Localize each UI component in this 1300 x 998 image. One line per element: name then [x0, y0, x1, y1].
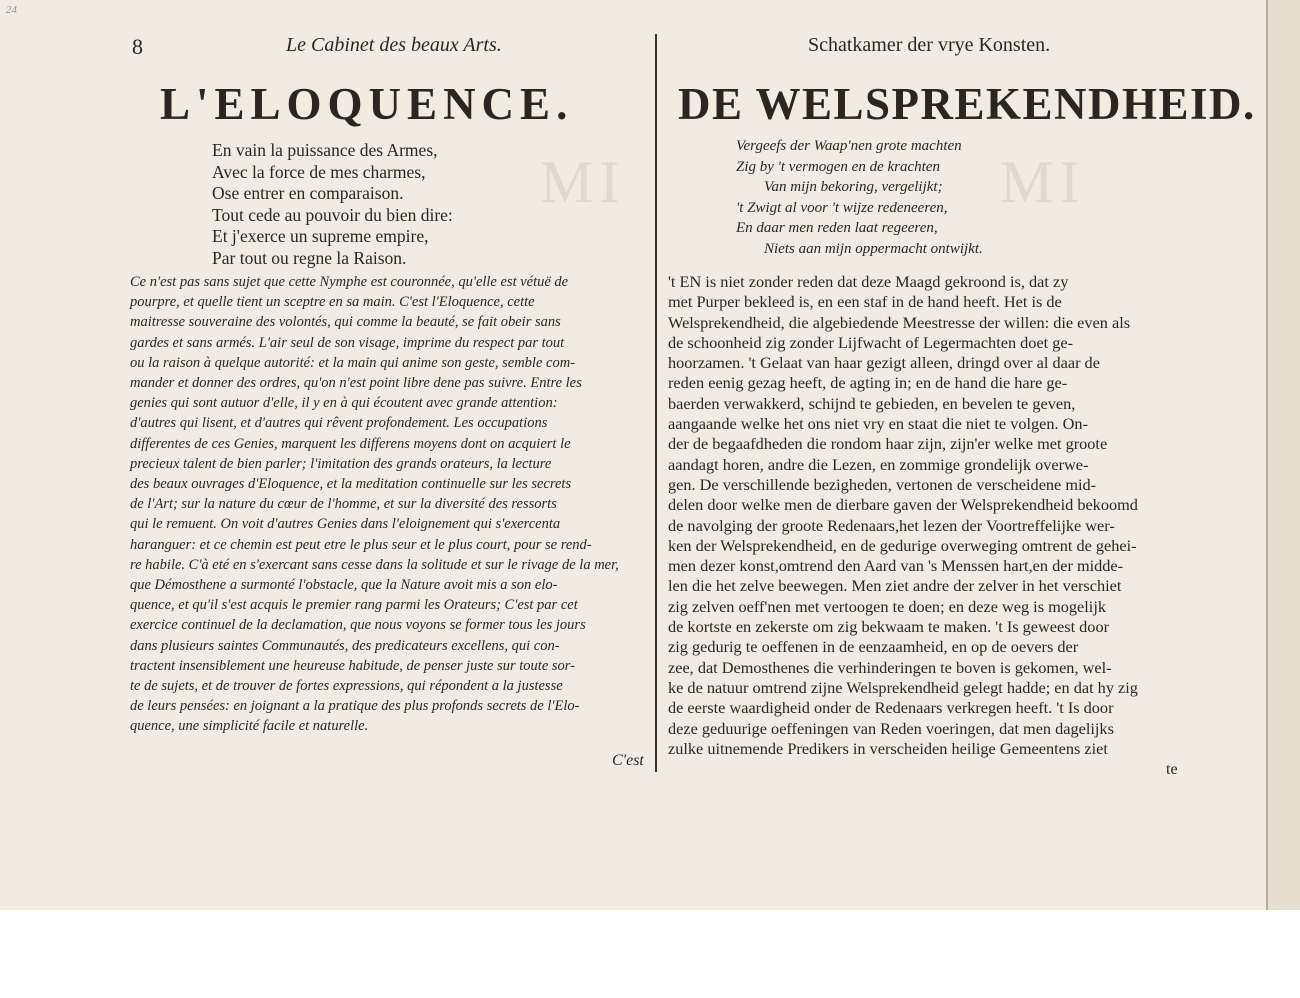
- text-line: de l'Art; sur la nature du cœur de l'homme, et sur la diversité des ressorts: [130, 496, 557, 513]
- verse-line: Tout cede au pouvoir du bien dire:: [212, 204, 453, 225]
- prose-left: [130, 272, 645, 737]
- text-line: haranguer: et ce chemin est peut etre le plus seur et le plus court, pour se rend-: [130, 536, 592, 553]
- text-line: precieux talent de bien parler; l'imitation des grands orateurs, la lecture: [130, 455, 552, 472]
- verse-line: En vain la puissance des Armes,: [212, 140, 438, 160]
- text-line: des beaux ouvrages d'Eloquence, et la meditation continuelle sur les secrets: [130, 476, 572, 493]
- text-line: te de sujets, et de trouver de fortes expressions, qui répondent a la justesse: [130, 678, 563, 695]
- text-line: que Démosthene a surmonté l'obstacle, que la Nature avoit mis a son elo-: [130, 577, 558, 594]
- text-line: Ce n'est pas sans sujet que cette Nymphe est couronnée, qu'elle est vétuë de: [130, 274, 569, 290]
- title-right: DE WELSPREKENDHEID.: [678, 79, 1256, 129]
- prose-right: [668, 272, 1186, 759]
- text-line: hoorzamen. 't Gelaat van haar gezigt alleen, dringd over al daar de: [668, 353, 1100, 373]
- text-line: aangaande welke het ons niet vry en staat die niet te volgen. On-: [668, 414, 1088, 434]
- verse-left: [212, 140, 453, 269]
- verse-line: Van mijn bekoring, vergelijkt;: [764, 179, 943, 195]
- text-line: der de begaafdheden die rondom haar zijn, zijn'er welke met groote: [668, 434, 1108, 454]
- show-through-left: MI: [540, 149, 626, 215]
- text-line: 't EN is niet zonder reden dat deze Maagd gekroond is, dat zy: [668, 272, 1069, 291]
- text-line: zig zelven oeff'nen met vertoogen te doen; en deze weg is mogelijk: [668, 596, 1106, 616]
- verse-line: Ose entrer en comparaison.: [212, 183, 404, 203]
- text-line: re habile. C'à eté en s'exercant sans cesse dans la solitude et sur le rivage de la mer,: [130, 556, 619, 573]
- verse-right: [736, 136, 983, 259]
- text-line: de navolging der groote Redenaars,het lezen der Voortreffelijke wer-: [668, 515, 1115, 535]
- catchword-right: te: [1166, 761, 1178, 778]
- running-head-right: Schatkamer der vrye Konsten.: [808, 34, 1051, 56]
- text-line: aandagt horen, andre die Lezen, en zommige grondelijk overwe-: [668, 454, 1089, 474]
- text-line: quence, et qu'il s'est acquis le premier rang parmi les Orateurs; C'est par cet: [130, 597, 578, 614]
- text-line: de leurs pensées: en joignant a la pratique des plus profonds secrets de l'Elo-: [130, 698, 580, 715]
- show-through-right: MI: [1000, 149, 1086, 215]
- text-line: pourpre, et quelle tient un sceptre en sa main. C'est l'Eloquence, cette: [130, 294, 535, 311]
- text-line: baerden verwakkerd, schijnd te gebieden, en bevelen te geven,: [668, 393, 1076, 413]
- text-line: quence, une simplicité facile et naturelle.: [130, 718, 369, 735]
- verse-line: 't Zwigt al voor 't wijze redeneeren,: [736, 199, 948, 216]
- pencil-annotation: 24: [6, 4, 17, 16]
- text-line: de eerste waardigheid onder de Redenaars verkregen heeft. 't Is door: [668, 698, 1114, 718]
- running-head-left: Le Cabinet des beaux Arts.: [286, 34, 502, 56]
- text-line: Welsprekendheid, die algebiedende Meestresse der willen: die even als: [668, 312, 1131, 332]
- text-line: ke de natuur omtrend zijne Welsprekendheid gelegt hadde; en dat hy zig: [668, 677, 1138, 697]
- text-line: dans plusieurs saintes Communautés, des predicateurs excellens, qui con-: [130, 637, 560, 654]
- text-line: exercice continuel de la declamation, que nous voyons se former tous les jours: [130, 617, 586, 634]
- verse-line: Niets aan mijn oppermacht ontwijkt.: [764, 240, 983, 257]
- text-line: men dezer konst,omtrend den Aard van 's Menssen hart,en der midde-: [668, 556, 1124, 576]
- text-line: delen door welke men de dierbare gaven der Welsprekendheid bekoomd: [668, 495, 1138, 515]
- text-line: deze geduurige oeffeningen van Reden voeringen, dat men dagelijks: [668, 718, 1114, 738]
- page-number: 8: [132, 34, 143, 59]
- verse-line: Zig by 't vermogen en de krachten: [736, 158, 940, 175]
- text-line: tractent insensiblement une heureuse habitude, de penser juste sur toute sor-: [130, 657, 575, 674]
- text-line: len die het zelve beewegen. Men ziet andre der zelver in het verschiet: [668, 576, 1122, 596]
- page-edge: [1266, 0, 1300, 910]
- text-line: differentes de ces Genies, marquent les differens moyens dont on acquiert le: [130, 435, 571, 452]
- text-line: genies qui sont autuor d'elle, il y en à qui écoutent avec grande attention:: [130, 395, 558, 412]
- title-left: L'ELOQUENCE.: [160, 79, 574, 129]
- text-line: zig gedurig te oeffenen in de eenzaamheid, en op de oevers der: [668, 637, 1079, 657]
- text-line: ou la raison à quelque autorité: et la main qui anime son geste, semble com-: [130, 354, 576, 371]
- text-line: de schoonheid zig zonder Lijfwacht of Legermachten doet ge-: [668, 332, 1074, 352]
- text-line: de kortste en zekerste om zig bekwaam te maken. 't Is geweest door: [668, 617, 1110, 637]
- text-line: maitresse souveraine des volontés, qui comme la beauté, se fait obeir sans: [130, 314, 561, 331]
- text-line: ken der Welsprekendheid, en de gedurige overweging omtrent de gehei-: [668, 535, 1137, 555]
- text-line: zee, dat Demosthenes die verhinderingen te boven is gekomen, wel-: [668, 657, 1112, 677]
- catchword-left: C'est: [612, 752, 644, 769]
- text-line: qui le remuent. On voit d'autres Genies dans l'eloignement qui s'exercenta: [130, 516, 561, 533]
- text-line: zulke uitnemende Predikers in verscheiden heilige Gemeentens ziet: [668, 738, 1108, 758]
- text-line: d'autres qui lisent, et d'autres qui rêvent profondement. Les occupations: [130, 415, 548, 432]
- text-line: reden eenig gezag heeft, de agting in; en de hand die hare ge-: [668, 373, 1068, 393]
- verse-line: Avec la force de mes charmes,: [212, 161, 426, 182]
- verse-line: Par tout ou regne la Raison.: [212, 247, 407, 268]
- verse-line: Et j'exerce un supreme empire,: [212, 226, 429, 246]
- text-line: gen. De verschillende bezigheden, vertonen de verscheidene mid-: [668, 474, 1097, 494]
- text-line: mander et donner des ordres, qu'on n'est point libre dene pas suivre. Entre les: [130, 375, 582, 392]
- text-line: met Purper bekleed is, en een staf in de hand heeft. Het is de: [668, 292, 1062, 312]
- column-divider: [655, 34, 657, 772]
- text-line: gardes et sans armés. L'air seul de son visage, imprime du respect par tout: [130, 334, 565, 351]
- verse-line: En daar men reden laat regeeren,: [736, 220, 938, 236]
- verse-line: Vergeefs der Waap'nen grote machten: [736, 138, 962, 154]
